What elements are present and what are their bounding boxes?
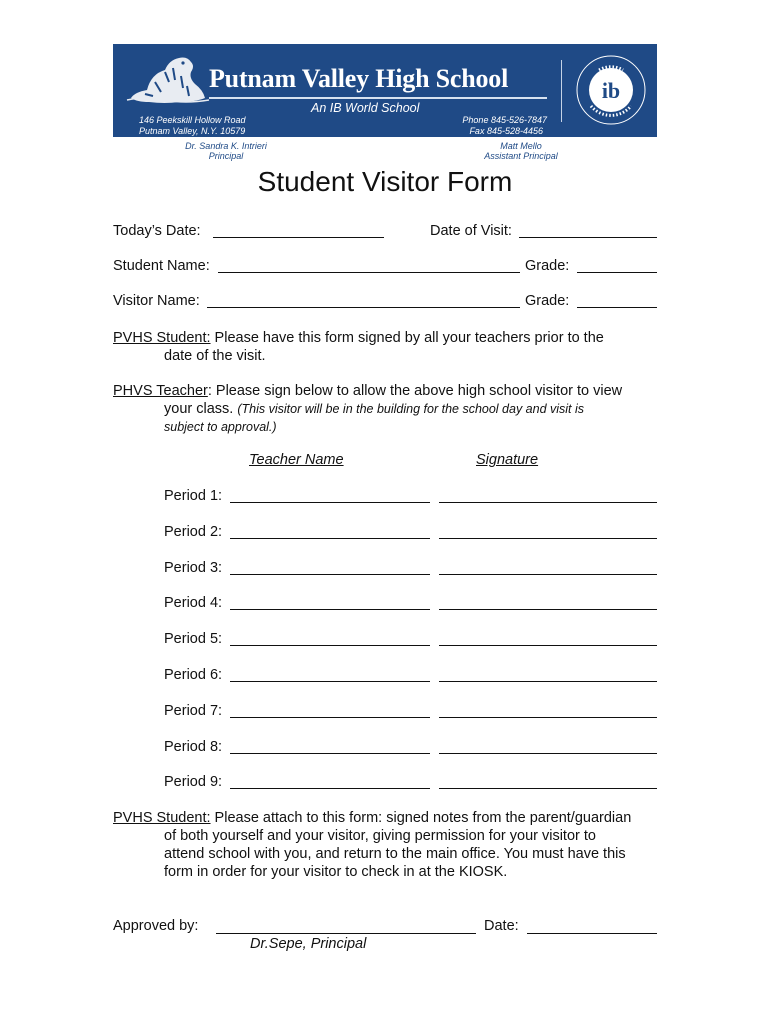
student-instruction-text-2: date of the visit.	[164, 348, 266, 364]
signature-column-header: Signature	[476, 452, 539, 468]
svg-text:ib: ib	[601, 78, 621, 103]
attach-instruction-line-2: of both yourself and your visitor, giving permission for your visitor to	[164, 828, 596, 844]
period-label: Period 7:	[164, 703, 223, 719]
signature-field[interactable]	[439, 538, 657, 539]
signature-field[interactable]	[439, 645, 657, 646]
teacher-instruction-note: (This visitor will be in the building for the school day and visit is	[237, 402, 585, 416]
signature-field[interactable]	[439, 681, 657, 682]
address-line-2: Putnam Valley, N.Y. 10579	[139, 126, 246, 136]
teacher-name-field[interactable]	[230, 538, 430, 539]
teacher-instruction-text-2: your class.	[164, 401, 234, 417]
period-label: Period 5:	[164, 631, 223, 647]
teacher-instruction-lead: PHVS Teacher	[113, 383, 208, 399]
attach-instruction-lead: PVHS Student:	[113, 810, 211, 826]
period-label: Period 2:	[164, 524, 223, 540]
school-tagline: An IB World School	[311, 101, 420, 115]
teacher-name-field[interactable]	[230, 753, 430, 754]
student-instruction	[113, 329, 673, 365]
principal-name: Dr. Sandra K. Intrieri	[185, 141, 267, 151]
teacher-instruction-note-2: subject to approval.)	[164, 420, 277, 434]
period-label: Period 8:	[164, 739, 223, 755]
attach-instruction	[113, 809, 683, 881]
teacher-name-field[interactable]	[230, 609, 430, 610]
student-name-label: Student Name:	[113, 258, 210, 274]
teacher-name-column-header: Teacher Name	[249, 452, 344, 468]
period-label: Period 1:	[164, 488, 223, 504]
date-of-visit-label: Date of Visit:	[430, 223, 512, 239]
address-line-1: 146 Peekskill Hollow Road	[139, 115, 246, 125]
teacher-instruction	[113, 382, 683, 436]
todays-date-field[interactable]	[213, 237, 384, 238]
approved-by-field[interactable]	[216, 933, 476, 934]
phone-number: Phone 845-526-7847	[462, 115, 547, 125]
todays-date-label: Today’s Date:	[113, 223, 201, 239]
signature-field[interactable]	[439, 753, 657, 754]
period-label: Period 6:	[164, 667, 223, 683]
signature-field[interactable]	[439, 502, 657, 503]
period-label: Period 4:	[164, 595, 223, 611]
assistant-principal-title: Assistant Principal	[484, 151, 558, 161]
title-rule	[209, 97, 547, 99]
signature-field[interactable]	[439, 788, 657, 789]
signature-field[interactable]	[439, 574, 657, 575]
visitor-grade-field[interactable]	[577, 307, 657, 308]
approval-date-label: Date:	[484, 918, 519, 934]
attach-instruction-line-4: form in order for your visitor to check in at the KIOSK.	[164, 864, 508, 880]
school-name: Putnam Valley High School	[209, 64, 509, 93]
teacher-name-field[interactable]	[230, 788, 430, 789]
attach-instruction-line-1: Please attach to this form: signed notes from the parent/guardian	[210, 810, 632, 826]
signature-field[interactable]	[439, 717, 657, 718]
approver-name: Dr.Sepe, Principal	[250, 936, 367, 952]
visitor-name-field[interactable]	[207, 307, 520, 308]
signature-field[interactable]	[439, 609, 657, 610]
student-grade-label: Grade:	[525, 258, 570, 274]
teacher-name-field[interactable]	[230, 502, 430, 503]
tiger-logo-icon	[125, 52, 211, 110]
teacher-name-field[interactable]	[230, 574, 430, 575]
student-grade-field[interactable]	[577, 272, 657, 273]
student-instruction-lead: PVHS Student:	[113, 330, 211, 346]
approval-date-field[interactable]	[527, 933, 657, 934]
student-instruction-text: Please have this form signed by all your teachers prior to the	[210, 330, 604, 346]
fax-number: Fax 845-528-4456	[469, 126, 543, 136]
banner-divider	[561, 60, 562, 122]
teacher-instruction-text: : Please sign below to allow the above high school visitor to view	[207, 383, 623, 399]
visitor-name-label: Visitor Name:	[113, 293, 200, 309]
teacher-name-field[interactable]	[230, 645, 430, 646]
assistant-principal-name: Matt Mello	[500, 141, 542, 151]
ib-world-school-seal-icon	[571, 50, 651, 130]
teacher-name-field[interactable]	[230, 717, 430, 718]
student-name-field[interactable]	[218, 272, 520, 273]
approved-by-label: Approved by:	[113, 918, 199, 934]
letterhead-banner	[113, 44, 657, 137]
visitor-grade-label: Grade:	[525, 293, 570, 309]
teacher-name-field[interactable]	[230, 681, 430, 682]
attach-instruction-line-3: attend school with you, and return to the main office. You must have this	[164, 846, 626, 862]
date-of-visit-field[interactable]	[519, 237, 657, 238]
period-label: Period 9:	[164, 774, 223, 790]
principal-title: Principal	[208, 151, 244, 161]
form-title: Student Visitor Form	[257, 166, 513, 197]
period-label: Period 3:	[164, 560, 223, 576]
